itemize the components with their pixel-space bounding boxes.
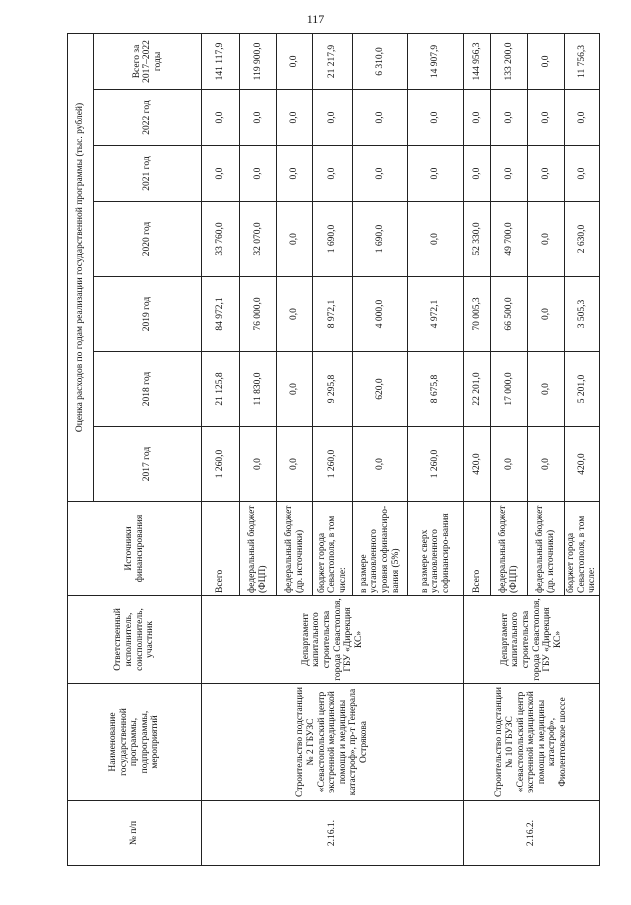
header-total: Всего за 2017–2022 годы (94, 33, 202, 89)
year-value: 0,0 (464, 90, 491, 146)
year-value: 52 330,0 (464, 202, 491, 277)
total-value: 21 217,9 (313, 33, 353, 89)
year-value: 0,0 (528, 352, 565, 427)
funding-source: федеральный бюджет (др. источники) (277, 502, 313, 596)
year-value: 0,0 (277, 277, 313, 352)
responsible-executor: Департамент капитального строительства города Севастополя, ГБУ «Дирекция КС» (202, 596, 464, 684)
year-value: 5 201,0 (565, 352, 600, 427)
year-value: 1 260,0 (313, 427, 353, 502)
year-value: 4 000,0 (353, 277, 408, 352)
table-body (202, 33, 600, 865)
year-value: 0,0 (277, 427, 313, 502)
header-name: Наименование государственной программы, подпрограммы, мероприятий (68, 684, 202, 801)
funding-source: Всего (202, 502, 240, 596)
year-value: 9 295,8 (313, 352, 353, 427)
year-value: 0,0 (565, 146, 600, 202)
year-value: 0,0 (277, 146, 313, 202)
row-number: 2.16.1. (202, 801, 464, 866)
year-value: 0,0 (528, 146, 565, 202)
header-year: 2021 год (94, 146, 202, 202)
header-year: 2022 год (94, 90, 202, 146)
year-value: 1 260,0 (408, 427, 464, 502)
header-num: № п/п (68, 801, 202, 866)
year-value: 0,0 (528, 202, 565, 277)
page-number: 117 (306, 12, 325, 26)
funding-source: Всего (464, 502, 491, 596)
year-value: 0,0 (491, 90, 528, 146)
header-source: Источники финансирования (68, 502, 202, 596)
funding-source: в размере установленного уровня софинансиро-вания (5%) (353, 502, 408, 596)
year-value: 8 675,8 (408, 352, 464, 427)
year-value: 76 000,0 (240, 277, 277, 352)
funding-source: федеральный бюджет (ФЦП) (491, 502, 528, 596)
table-row (464, 33, 491, 865)
header-year: 2017 год (94, 427, 202, 502)
year-value: 0,0 (408, 146, 464, 202)
activity-name: Строительство подстанции № 10 ГБУЗС «Севастопольский центр экстренной медицинской помощи и медицины катастроф», Фиолентовское шоссе (464, 684, 600, 801)
year-value: 1 260,0 (202, 427, 240, 502)
table-row (202, 33, 240, 865)
year-value: 66 500,0 (491, 277, 528, 352)
year-value: 49 700,0 (491, 202, 528, 277)
year-value: 620,0 (353, 352, 408, 427)
total-value: 0,0 (528, 33, 565, 89)
year-value: 0,0 (277, 90, 313, 146)
year-value: 32 070,0 (240, 202, 277, 277)
year-value: 0,0 (353, 146, 408, 202)
responsible-executor: Департамент капитального строительства города Севастополя, ГБУ «Дирекция КС» (464, 596, 600, 684)
total-value: 6 310,0 (353, 33, 408, 89)
year-value: 0,0 (353, 90, 408, 146)
year-value: 70 005,3 (464, 277, 491, 352)
header-estimate: Оценка расходов по годам реализации государственной программы (тыс. рублей) (68, 33, 94, 501)
year-value: 0,0 (491, 146, 528, 202)
year-value: 0,0 (313, 90, 353, 146)
year-value: 0,0 (528, 277, 565, 352)
year-value: 0,0 (202, 146, 240, 202)
year-value: 0,0 (464, 146, 491, 202)
year-value: 3 505,3 (565, 277, 600, 352)
header-year: 2020 год (94, 202, 202, 277)
year-value: 0,0 (565, 90, 600, 146)
year-value: 0,0 (408, 90, 464, 146)
year-value: 11 830,0 (240, 352, 277, 427)
funding-source: бюджет города Севастополя, в том числе: (565, 502, 600, 596)
total-value: 14 907,9 (408, 33, 464, 89)
year-value: 0,0 (277, 352, 313, 427)
year-value: 8 972,1 (313, 277, 353, 352)
funding-source: в размере сверх установленного софинансиро-вания (408, 502, 464, 596)
total-value: 11 756,3 (565, 33, 600, 89)
year-value: 0,0 (240, 427, 277, 502)
year-value: 0,0 (202, 90, 240, 146)
year-value: 22 201,0 (464, 352, 491, 427)
year-value: 17 000,0 (491, 352, 528, 427)
funding-source: федеральный бюджет (др. источники) (528, 502, 565, 596)
total-value: 144 956,3 (464, 33, 491, 89)
funding-source: федеральный бюджет (ФЦП) (240, 502, 277, 596)
year-value: 420,0 (565, 427, 600, 502)
year-value: 33 760,0 (202, 202, 240, 277)
year-value: 1 690,0 (313, 202, 353, 277)
year-value: 1 690,0 (353, 202, 408, 277)
row-number: 2.16.2. (464, 801, 600, 866)
total-value: 141 117,9 (202, 33, 240, 89)
year-value: 0,0 (528, 90, 565, 146)
header-responsible: Ответственный исполнитель, соисполнитель, участник (68, 596, 202, 684)
total-value: 0,0 (277, 33, 313, 89)
year-value: 21 125,8 (202, 352, 240, 427)
year-value: 2 630,0 (565, 202, 600, 277)
year-value: 0,0 (528, 427, 565, 502)
year-value: 4 972,1 (408, 277, 464, 352)
rotated-table-container (67, 34, 598, 866)
year-value: 0,0 (491, 427, 528, 502)
total-value: 133 200,0 (491, 33, 528, 89)
year-value: 0,0 (408, 202, 464, 277)
activity-name: Строительство подстанции № 2 ГБУЗС «Севастопольский центр экстренной медицинской помощи и медицины катастроф», пр-т Генерала Острякова (202, 684, 464, 801)
year-value: 420,0 (464, 427, 491, 502)
year-value: 0,0 (353, 427, 408, 502)
year-value: 0,0 (240, 146, 277, 202)
year-value: 0,0 (313, 146, 353, 202)
year-value: 0,0 (240, 90, 277, 146)
year-value: 0,0 (277, 202, 313, 277)
funding-source: бюджет города Севастополя, в том числе: (313, 502, 353, 596)
year-value: 84 972,1 (202, 277, 240, 352)
financing-table (67, 33, 600, 866)
header-year: 2018 год (94, 352, 202, 427)
header-year: 2019 год (94, 277, 202, 352)
total-value: 119 900,0 (240, 33, 277, 89)
